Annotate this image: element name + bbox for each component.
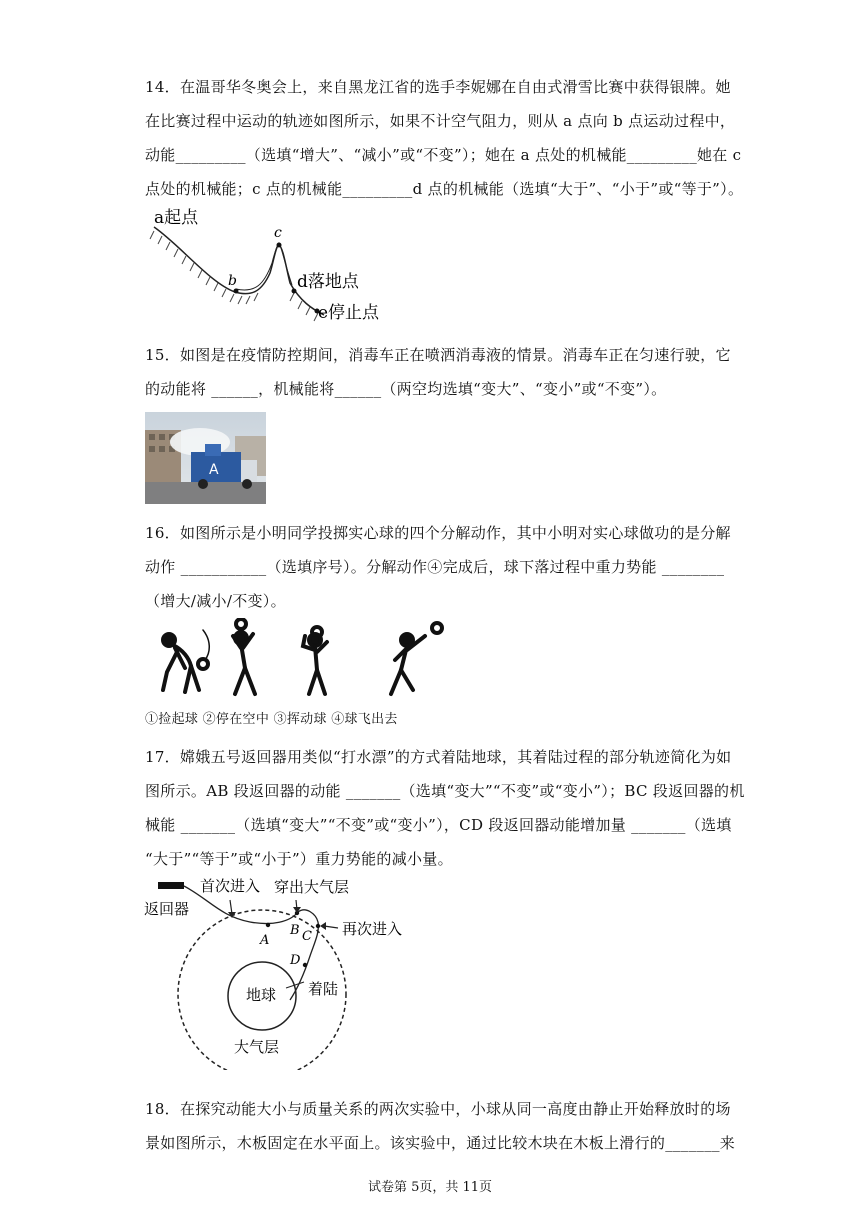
q14-line-1: 14．在温哥华冬奥会上，来自黑龙江省的选手李妮娜在自由式滑雪比赛中获得银牌。她 <box>145 78 731 96</box>
q15-line-1: 15．如图是在疫情防控期间，消毒车正在喷洒消毒液的情景。消毒车正在匀速行驶，它 <box>145 346 731 364</box>
q17-line-1: 17．嫦娥五号返回器用类似“打水漂”的方式着陆地球，其着陆过程的部分轨迹简化为如 <box>145 748 732 766</box>
q18-line-2: 景如图所示，木板固定在水平面上。该实验中，通过比较木块在木板上滑行的_______来 <box>145 1134 736 1152</box>
point-c-label: c <box>274 225 282 241</box>
earth-label: 地球 <box>246 986 277 1004</box>
q17-line-3: 械能 _______（选填“变大”“不变”或“变小”），CD 段返回器动能增加量 _______（选填 <box>145 816 732 834</box>
point-d-label: d落地点 <box>297 272 359 292</box>
q16-line-3: （增大/减小/不变）。 <box>145 592 286 610</box>
q17-line-4: “大于”“等于”或“小于”）重力势能的减小量。 <box>145 850 453 868</box>
atmosphere-label: 大气层 <box>234 1038 280 1056</box>
point-a-label: a起点 <box>154 208 199 228</box>
q17-line-2: 图所示。AB 段返回器的动能 _______（选填“变大”“不变”或“变小”）；BC 段返回器的机 <box>145 782 745 800</box>
first-entry-label: 首次进入 <box>200 877 261 895</box>
point-b-label: b <box>228 273 237 289</box>
point-A-label: A <box>260 933 270 948</box>
q16-line-1: 16．如图所示是小明同学投掷实心球的四个分解动作，其中小明对实心球做功的是分解 <box>145 524 731 542</box>
exit-atmosphere-label: 穿出大气层 <box>274 878 350 896</box>
q14-line-4: 点处的机械能；c 点的机械能_________d 点的机械能（选填“大于”、“小于”或“等于”）。 <box>145 180 744 198</box>
page-footer: 试卷第 5页，共 11页 <box>367 1180 493 1195</box>
point-C-label: C <box>302 929 312 944</box>
return-capsule-trajectory-figure <box>140 870 420 1070</box>
point-B-label: B <box>290 923 300 938</box>
landing-label: 着陆 <box>308 980 339 998</box>
point-D-label: D <box>290 953 301 968</box>
capsule-label: 返回器 <box>144 900 190 918</box>
shot-put-actions-figure <box>145 618 455 702</box>
q18-line-1: 18．在探究动能大小与质量关系的两次实验中，小球从同一高度由静止开始释放时的场 <box>145 1100 731 1118</box>
disinfection-truck-photo <box>145 412 266 504</box>
q14-line-3: 动能_________（选填“增大”、“减小”或“不变”）；她在 a 点处的机械能_________她在 c <box>145 146 742 164</box>
q14-line-2: 在比赛过程中运动的轨迹如图所示，如果不计空气阻力，则从 a 点向 b 点运动过程中， <box>145 112 736 130</box>
svg-text:A: A <box>209 462 219 478</box>
reentry-label: 再次进入 <box>342 920 403 938</box>
point-e-label: e停止点 <box>318 303 380 323</box>
q16-line-2: 动作 ___________（选填序号）。分解动作④完成后，球下落过程中重力势能 ________ <box>145 558 725 576</box>
q15-line-2: 的动能将 ______，机械能将______（两空均选填“变大”、“变小”或“不变”）。 <box>145 380 667 398</box>
ski-trajectory-figure <box>140 205 400 330</box>
q16-figure-caption: ①捡起球 ②停在空中 ③挥动球 ④球飞出去 <box>145 712 398 727</box>
